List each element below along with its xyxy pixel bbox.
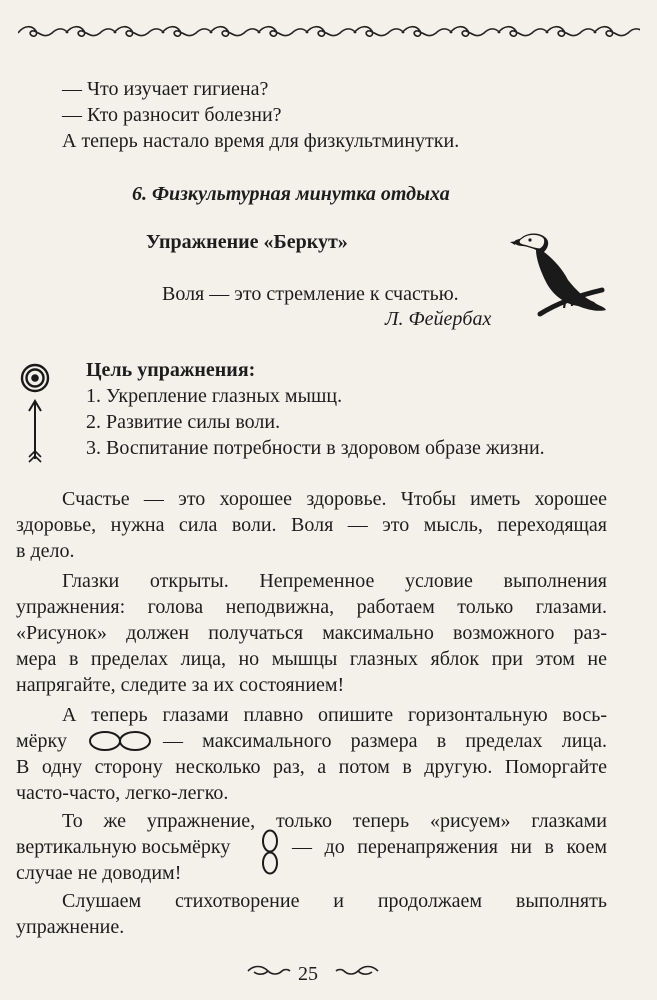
section-heading: 6. Физкультурная минутка отдыха: [132, 183, 450, 205]
goals-title: Цель упражнения:: [86, 359, 256, 381]
paragraph-line: То же упражнение, только теперь «рисуем» глазками: [62, 810, 607, 832]
goal-item: 3. Воспитание потребности в здоровом образе жизни.: [86, 437, 545, 459]
paragraph-line: часто-часто, легко-легко.: [16, 782, 229, 804]
paragraph-line: в дело.: [16, 540, 75, 562]
epigraph: Воля — это стремление к счастью.: [162, 283, 459, 305]
epigraph-author: Л. Фейербах: [385, 308, 492, 330]
horizontal-eight-icon: [88, 729, 152, 753]
paragraph-line: случае не доводим!: [16, 862, 182, 884]
paragraph-line: упражнения: голова неподвижна, работаем только глазами.: [16, 596, 607, 618]
dialog-question: — Кто разносит болезни?: [62, 104, 282, 126]
paragraph-line: А теперь глазами плавно опишите горизонтальную вось-: [62, 704, 607, 726]
paragraph-line: В одну сторону несколько раз, а потом в другую. Поморгайте: [16, 756, 607, 778]
paragraph-line: мера в пределах лица, но мышцы глазных яблок при этом не: [16, 648, 607, 670]
paragraph-line: упражнение.: [16, 916, 125, 938]
page-number: 25: [298, 963, 318, 985]
ornament-footer-icon: [334, 965, 380, 977]
paragraph-line: — до перенапряжения ни в коем: [292, 836, 607, 858]
exercise-title: Упражнение «Беркут»: [146, 231, 348, 253]
paragraph-line: Слушаем стихотворение и продолжаем выполнять: [62, 890, 607, 912]
goal-item: 2. Развитие силы воли.: [86, 411, 281, 433]
paragraph-line: вертикальную восьмёрку: [16, 836, 231, 858]
paragraph-line: — максимального размера в пределах лица.: [163, 730, 607, 752]
eagle-icon: [506, 228, 610, 322]
ornament-footer-icon: [246, 965, 292, 977]
paragraph-line: Счастье — это хорошее здоровье. Чтобы иметь хорошее: [62, 488, 607, 510]
paragraph-line: Глазки открыты. Непременное условие выполнения: [62, 570, 607, 592]
paragraph-line: здоровье, нужна сила воли. Воля — это мысль, переходящая: [16, 514, 607, 536]
dialog-question: — Что изучает гигиена?: [62, 78, 269, 100]
paragraph-line: напрягайте, следите за их состоянием!: [16, 674, 345, 696]
goal-item: 1. Укрепление глазных мышц.: [86, 385, 343, 407]
ornament-border-icon: [18, 24, 640, 42]
vertical-eight-icon: [261, 829, 279, 875]
paragraph-line: мёрку: [16, 730, 67, 752]
dialog-text: А теперь настало время для физкультминутки.: [62, 130, 460, 152]
paragraph-line: «Рисунок» должен получаться максимально возможного раз-: [16, 622, 607, 644]
target-arrow-icon: [20, 363, 50, 463]
